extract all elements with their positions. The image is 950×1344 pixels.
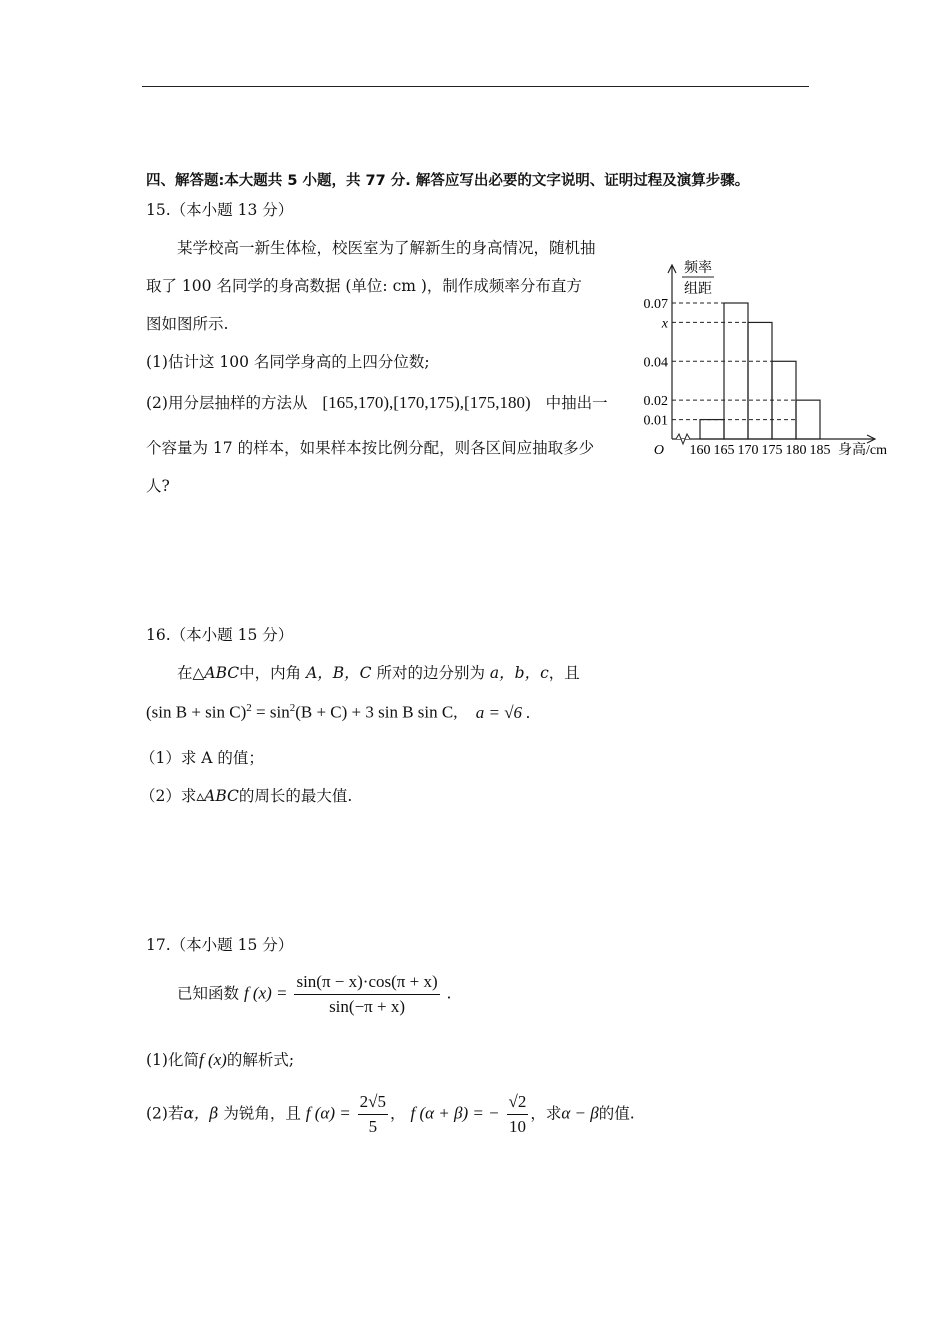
q16-eq-mid: = sin: [251, 702, 290, 722]
q16-eq-sup: 2: [246, 702, 252, 714]
q16-number: 16.（本小题 15 分）: [146, 626, 294, 644]
ylabel-bottom: 组距: [684, 282, 712, 297]
q15-part2-line2: 个容量为 17 的样本，如果样本按比例分配，则各区间应抽取多少: [146, 439, 595, 457]
y-tick-label-1: x: [661, 316, 668, 332]
bar-0: [700, 420, 724, 439]
y-tick-label-3: 0.02: [643, 394, 668, 410]
q17-fraction-num: sin(π − x)·cos(π + x): [294, 972, 439, 995]
q17-fa-fraction: [358, 1092, 388, 1137]
q17-part1-f: f (x): [198, 1050, 227, 1069]
y-tick-label-2: 0.04: [643, 355, 668, 371]
bar-4: [796, 400, 820, 439]
q17-fab-fraction: [507, 1092, 529, 1137]
x-tick-label-0: 160: [689, 443, 711, 458]
q17-fa: f (α) =: [305, 1103, 351, 1123]
q16-part2-b: 的周长的最大值.: [238, 787, 353, 805]
q16-intro-b: 中，内角: [239, 664, 307, 682]
x-tick-label-3: 175: [761, 443, 783, 458]
q15-part2-line1: [146, 393, 608, 413]
q17-part2: [146, 1092, 635, 1137]
q17-fa-num: 2√5: [358, 1092, 388, 1115]
q16-intro-a: 在△: [177, 664, 205, 682]
bar-2: [748, 322, 772, 439]
q16-intro-d: ，且: [548, 664, 580, 682]
q15-line2: 取了 100 名同学的身高数据 (单位: cm )，制作成频率分布直方: [146, 277, 582, 295]
x-tick-label-5: 185: [809, 443, 831, 458]
section-header: 四、解答题:本大题共 5 小题，共 77 分. 解答应写出必要的文字说明、证明过程及演算步骤。: [146, 173, 750, 189]
q15-part1: (1)估计这 100 名同学身高的上四分位数;: [146, 353, 430, 371]
q17-part2-b: 为锐角，且: [218, 1104, 301, 1123]
q16-eq-a: a = √6 .: [475, 702, 531, 722]
q16-part2: [140, 786, 352, 806]
bar-1: [724, 303, 748, 439]
q17-function: [177, 972, 451, 1017]
q16-intro-sides: a，b，c: [489, 664, 549, 682]
q17-number: 17.（本小题 15 分）: [146, 936, 294, 954]
q16-part2-tri: ▵ABC: [196, 787, 239, 805]
q16-intro: [177, 663, 580, 683]
q16-part1: （1）求 A 的值；: [140, 749, 264, 767]
q15-part2-line3: 人?: [146, 477, 170, 495]
q17-comma: ，: [390, 1104, 406, 1123]
xlabel: 身高/cm: [838, 443, 887, 458]
q15-number: 15.（本小题 13 分）: [146, 201, 294, 219]
q17-part1: [146, 1050, 294, 1070]
q15-part2-prefix: (2)用分层抽样的方法从: [146, 394, 308, 412]
q17-part2-c: ，求: [530, 1104, 562, 1123]
q16-equation: [146, 702, 531, 723]
q16-eq-sup2: 2: [289, 702, 296, 714]
axis-break: [676, 434, 690, 444]
q15-line1: 某学校高一新生体检，校医室为了解新生的身高情况，随机抽: [177, 239, 596, 257]
q15-line3: 图如图所示.: [146, 315, 229, 333]
x-tick-label-1: 165: [713, 443, 735, 458]
q17-part2-vars: α，β: [183, 1104, 219, 1123]
q17-fraction-den: sin(−π + x): [329, 997, 405, 1016]
y-tick-label-4: 0.01: [643, 413, 668, 429]
histogram-chart: [630, 255, 895, 470]
q17-fab-den: 10: [508, 1117, 526, 1136]
ylabel-top: 频率: [684, 261, 712, 276]
header-rule: [142, 86, 809, 87]
origin-label: O: [653, 443, 664, 458]
q17-part2-d: 的值.: [598, 1104, 635, 1123]
q16-eq-rhs: (B + C) + 3 sin B sin C,: [295, 702, 458, 722]
q17-fab: f (α + β) = −: [410, 1103, 500, 1123]
q16-part2-a: （2）求: [140, 787, 197, 805]
x-tick-label-2: 170: [737, 443, 759, 458]
q17-intro: 已知函数: [177, 984, 240, 1003]
q17-part1-b: 的解析式;: [226, 1051, 295, 1069]
q15-part2-suffix: 中抽出一: [545, 394, 608, 412]
q17-fa-den: 5: [368, 1117, 378, 1136]
q17-part2-a: (2)若: [146, 1104, 184, 1123]
q17-fraction: [294, 972, 439, 1017]
q17-part1-a: (1)化简: [146, 1051, 199, 1069]
x-tick-label-4: 180: [785, 443, 807, 458]
q16-intro-vars: A，B，C: [306, 664, 372, 682]
q17-fab-num: √2: [507, 1092, 529, 1115]
q15-part2-intervals: [165,170),[170,175),[175,180): [322, 393, 531, 412]
y-tick-label-0: 0.07: [643, 297, 668, 312]
q17-dot: .: [446, 984, 452, 1003]
q16-intro-c: 所对的边分别为: [371, 664, 490, 682]
q16-intro-abc: ABC: [204, 664, 240, 682]
q17-fx: f (x) =: [243, 983, 288, 1003]
q16-eq-lhs: (sin B + sin C): [146, 702, 247, 722]
q17-diff: α − β: [561, 1103, 599, 1123]
